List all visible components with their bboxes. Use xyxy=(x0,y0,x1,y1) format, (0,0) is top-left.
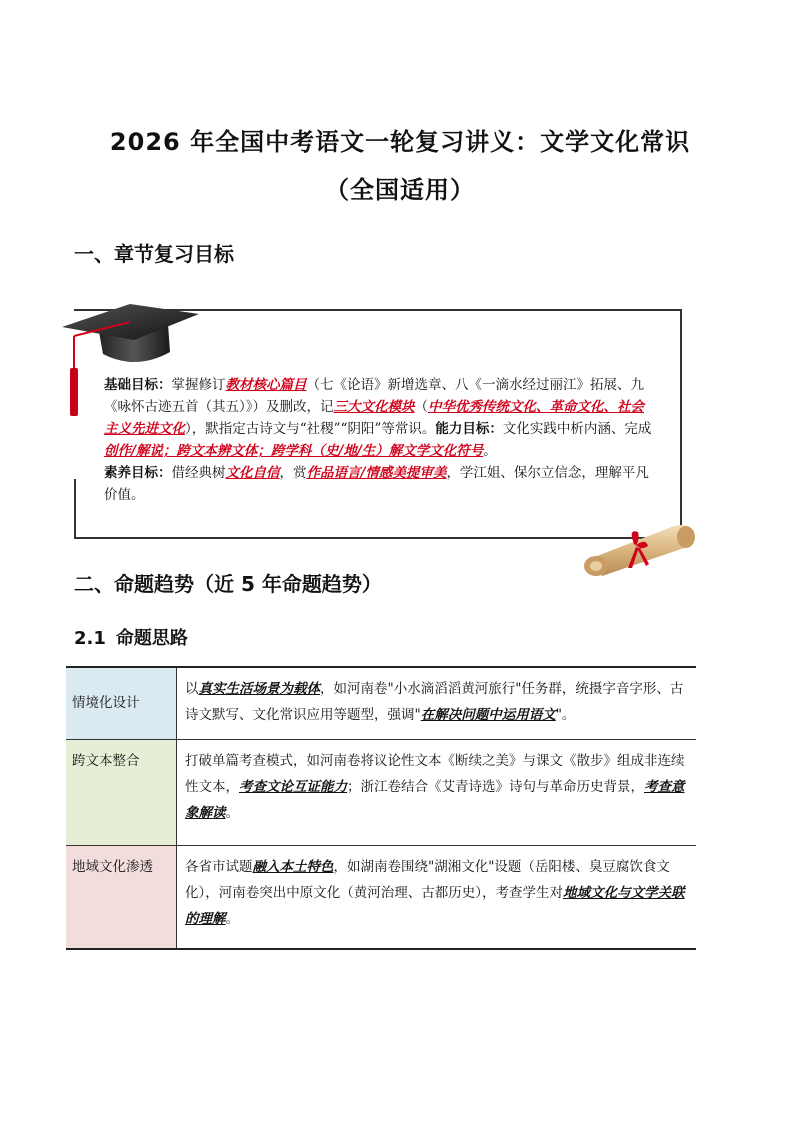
trend-table xyxy=(66,666,696,950)
ability-goal-label: 能力目标： xyxy=(435,421,503,437)
row-description: 以真实生活场景为载体，如河南卷"小水滴滔滔黄河旅行"任务群，统摄字音字形、古诗文默写、文化常识应用等题型，强调"在解决问题中运用语文"。 xyxy=(185,681,684,723)
document-subtitle: （全国适用） xyxy=(325,176,475,204)
subsection-heading xyxy=(74,624,188,650)
row-label: 情境化设计 xyxy=(66,667,177,739)
goals-text: 基础目标：掌握修订教材核心篇目（七《论语》新增选章、八《一滴水经过丽江》拓展、九《咏怀古迹五首（其五）》）及删改，记三大文化模块（中华优秀传统文化、革命文化、社会主义先进文化），默指定古诗文与“社稷”“阴阳”等常识。能力目标：文化实践中析内涵、完成创作/解说；跨文本辨文体；跨学科（史/地/生）解文学文化符号。 素养目标：借经典树文化自信，赏作品语言/情感美提审美，学江姐、保尔立信念，理解平凡价值。 xyxy=(104,377,652,503)
section-heading-trends: 二、命题趋势（近 5 年命题趋势） xyxy=(74,572,382,596)
table-row xyxy=(66,667,696,739)
row-label: 跨文本整合 xyxy=(66,739,177,845)
highlight: 三大文化模块 xyxy=(333,399,415,415)
section-heading-goals: 一、章节复习目标 xyxy=(74,242,234,266)
highlight: 创作/解说；跨文本辨文体；跨学科（史/地/生）解文学文化符号 xyxy=(104,443,484,459)
subsection-title: 命题思路 xyxy=(115,628,188,649)
table-row xyxy=(66,739,696,845)
literacy-goal-label: 素养目标： xyxy=(104,465,172,481)
table-row xyxy=(66,845,696,949)
highlight: 中华优秀传统文化、革命文化、社会主义先进文化 xyxy=(104,399,644,437)
row-description: 打破单篇考查模式，如河南卷将议论性文本《断续之美》与课文《散步》组成非连续性文本，考查文论互证能力；浙江卷结合《艾青诗选》诗句与革命历史背景，考查意象解读。 xyxy=(185,752,685,821)
row-description: 各省市试题融入本土特色，如湖南卷围绕"湖湘文化"设题（岳阳楼、臭豆腐饮食文化），河南卷突出中原文化（黄河治理、古都历史），考查学生对地域文化与文学关联的理解。 xyxy=(185,858,685,927)
highlight: 作品语言/情感美提审美 xyxy=(306,465,447,481)
diploma-scroll-icon xyxy=(574,518,704,580)
row-label: 地域文化渗透 xyxy=(66,845,177,949)
basic-goal-label: 基础目标： xyxy=(104,377,172,393)
document-title: 2026 年全国中考语文一轮复习讲义：文学文化常识 xyxy=(109,128,691,156)
highlight: 教材核心篇目 xyxy=(225,377,307,393)
subsection-number: 2.1 xyxy=(74,628,106,649)
highlight: 文化自信 xyxy=(225,465,280,481)
